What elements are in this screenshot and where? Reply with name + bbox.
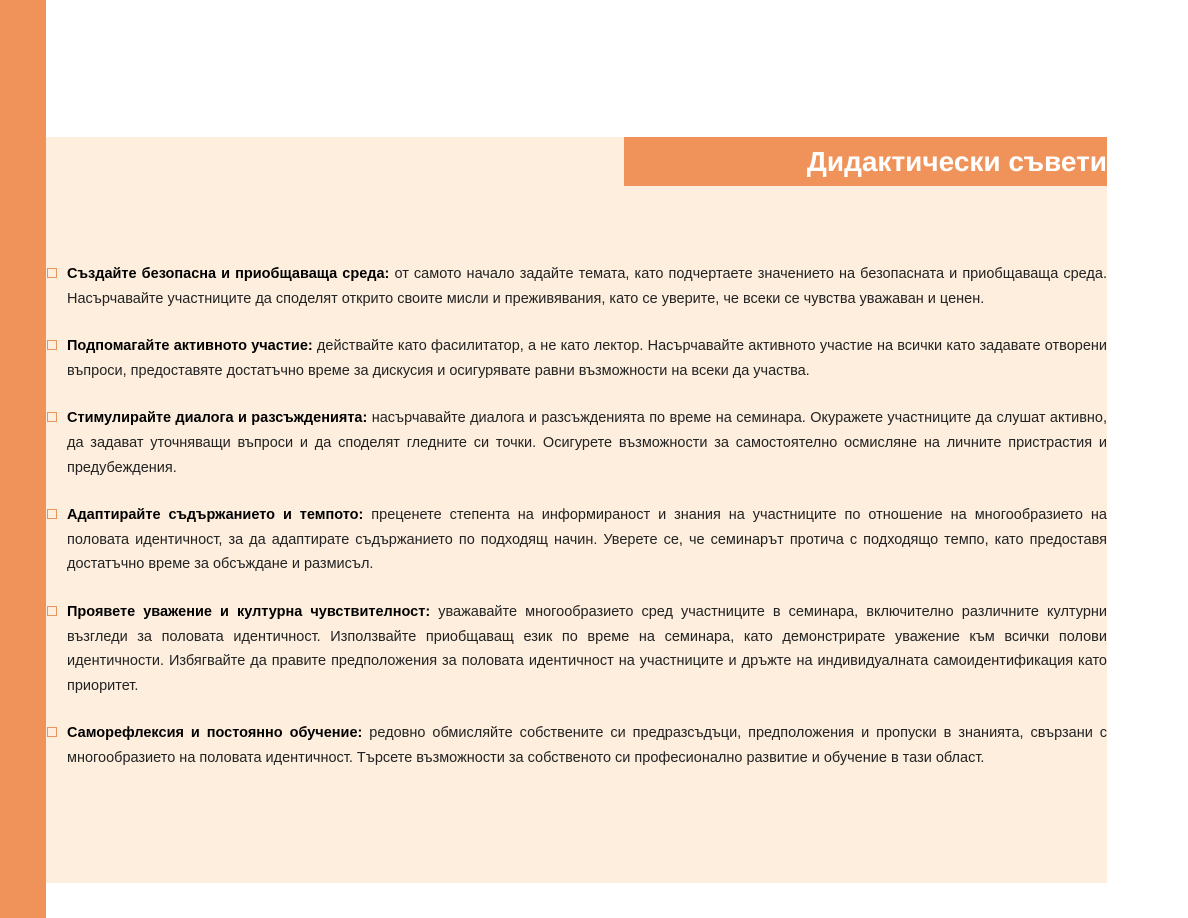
page-title: Дидактически съвети	[806, 146, 1107, 177]
tip-text: уважавайте многообразието сред участниците в семинара, включително различните културни възгледи за половата идентичност. Използвайте приобщаващ език по време на семинара, като демонстрирате уважение към всички полови идентичности. Избягвайте да правите предположения за половата идентичност на участниците и дръжте на индивидуалната самоидентификация като приоритет.	[67, 603, 1107, 694]
checkbox-icon	[47, 606, 57, 616]
list-item	[47, 406, 1107, 480]
list-item	[47, 334, 1107, 383]
list-item	[47, 721, 1107, 770]
tips-list	[47, 262, 1107, 794]
checkbox-icon	[47, 268, 57, 278]
tip-text: редовно обмисляйте собствените си предразсъдъци, предположения и пропуски в знанията, свързани с многообразието на половата идентичност. Търсете възможности за собственото си професионално развитие и обучение в тази област.	[67, 725, 1107, 766]
checkbox-icon	[47, 340, 57, 350]
tip-title: Създайте безопасна и приобщаваща среда:	[67, 266, 390, 282]
tip-text: от самото начало задайте темата, като подчертаете значението на безопасната и приобщаваща среда. Насърчавайте участниците да споделят открито своите мисли и преживявания, като се уверите, че всеки се чувства уважаван и ценен.	[67, 266, 1107, 307]
tip-title: Саморефлексия и постоянно обучение:	[67, 725, 363, 742]
list-item	[47, 262, 1107, 311]
tip-title: Проявете уважение и културна чувствителност:	[67, 603, 431, 620]
checkbox-icon	[47, 509, 57, 519]
checkbox-icon	[47, 412, 57, 422]
tip-text: преценете степента на информираност и знания на участниците по отношение на многообразието на половата идентичност, за да адаптирате съдържанието по подходящ начин. Уверете се, че семинарът протича с подходящо темпо, като предоставя достатъчно време за обсъждане и размисъл.	[67, 507, 1107, 573]
tip-title: Подпомагайте активното участие:	[67, 338, 313, 355]
left-accent-bar	[0, 0, 46, 918]
list-item	[47, 503, 1107, 577]
tip-text: насърчавайте диалога и разсъжденията по време на семинара. Окуражете участниците да слушат активно, да задават уточняващи въпроси и да споделят гледните си точки. Осигурете възможности за самостоятелно осмисляне на личните пристрастия и предубеждения.	[67, 410, 1107, 476]
tip-title: Адаптирайте съдържанието и темпото:	[67, 507, 364, 524]
tip-text: действайте като фасилитатор, а не като лектор. Насърчавайте активното участие на всички като задавате отворени въпроси, предоставяте достатъчно време за дискусия и осигурявате равни възможности на всеки да участва.	[67, 338, 1107, 379]
tip-title: Стимулирайте диалога и разсъжденията:	[67, 410, 368, 427]
title-banner	[624, 137, 1107, 186]
list-item	[47, 600, 1107, 698]
checkbox-icon	[47, 727, 57, 737]
